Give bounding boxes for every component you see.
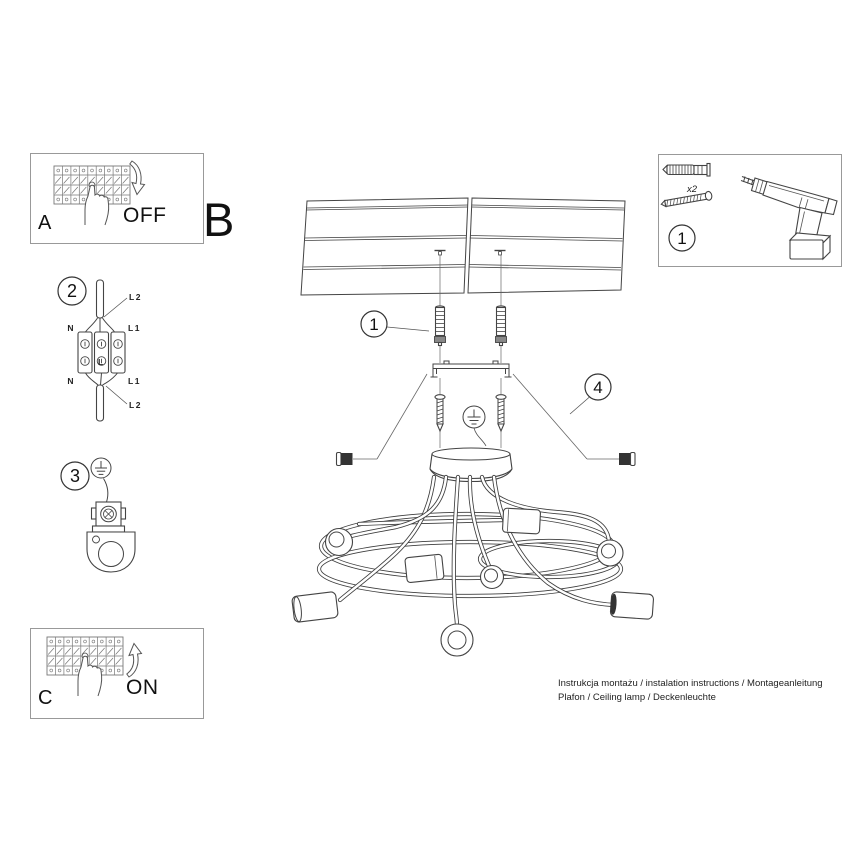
l2-top-leader <box>104 298 127 317</box>
bolt-right-icon <box>620 453 636 466</box>
step-1-leader <box>387 327 429 331</box>
label-l2-bottom: L2 <box>129 400 142 410</box>
on-label: ON <box>126 676 159 699</box>
parts-box <box>658 154 842 267</box>
step-1-badge: 1 <box>677 229 687 248</box>
step-2-badge: 2 <box>66 281 78 301</box>
socket-upper-left-ball-icon <box>326 529 353 556</box>
section-b-letter: B <box>203 193 235 246</box>
label-n-top: N <box>67 323 75 333</box>
ground-clamp-diagram <box>52 448 152 583</box>
step-4-leader <box>570 397 590 414</box>
breaker-off-illustration <box>31 154 203 243</box>
socket-right-cylinder-icon <box>610 592 654 620</box>
step-c-label: C <box>38 687 53 709</box>
socket-center-ball-icon <box>481 566 504 589</box>
label-l1-bottom: L1 <box>128 376 141 386</box>
main-installation-diagram <box>280 190 670 670</box>
screw-left-icon <box>435 395 445 431</box>
wiring-diagram <box>52 270 152 430</box>
socket-right-ball-icon <box>597 540 623 566</box>
bolt-left-icon <box>337 453 353 466</box>
arrow-up-icon <box>127 644 142 678</box>
ground-wire-leader <box>474 428 486 446</box>
step-a-label: A <box>38 212 52 234</box>
breaker-on-illustration <box>31 629 203 718</box>
ceiling-planks <box>301 198 625 295</box>
lamp-arms <box>319 477 621 626</box>
ground-symbol-icon <box>463 406 485 428</box>
footer-text <box>558 677 823 705</box>
mounting-step-badge: 4 <box>593 378 603 397</box>
wall-plug-right-icon <box>496 306 507 346</box>
anchor-step-badge: 1 <box>369 315 379 334</box>
socket-block-left-icon <box>405 554 444 583</box>
l2-bottom-leader <box>106 386 127 404</box>
screw-right-icon <box>496 395 506 431</box>
socket-left-cylinder-icon <box>292 591 339 622</box>
footer-line-2: Plafon / Ceiling lamp / Deckenleuchte <box>558 692 716 703</box>
label-n-bottom: N <box>67 376 75 386</box>
step-c-box <box>30 628 204 719</box>
label-l-mid: L <box>98 357 105 367</box>
step-a-box <box>30 153 204 244</box>
mounting-bracket-icon <box>431 361 512 377</box>
bracket-icon <box>87 532 135 572</box>
ground-wire <box>104 479 108 503</box>
footer-line-1: Instrukcja montażu / instalation instructions / Montageanleitung <box>558 678 823 689</box>
label-l1-top: L1 <box>128 323 141 333</box>
wall-plug-icon <box>663 164 710 177</box>
label-l2-top: L2 <box>129 292 142 302</box>
socket-block-top-icon <box>502 508 540 534</box>
parts-illustration <box>659 155 841 266</box>
drill-icon <box>741 177 837 260</box>
assembly-guide-lines <box>353 374 619 459</box>
wall-plug-left-icon <box>435 306 446 346</box>
step-3-badge: 3 <box>69 466 81 486</box>
off-label: OFF <box>123 204 167 227</box>
arrow-down-icon <box>130 161 145 195</box>
ground-symbol-icon <box>91 458 111 478</box>
socket-bottom-ball-icon <box>441 624 473 656</box>
clamp-icon <box>92 502 126 532</box>
screw-count-label: x2 <box>686 184 698 195</box>
